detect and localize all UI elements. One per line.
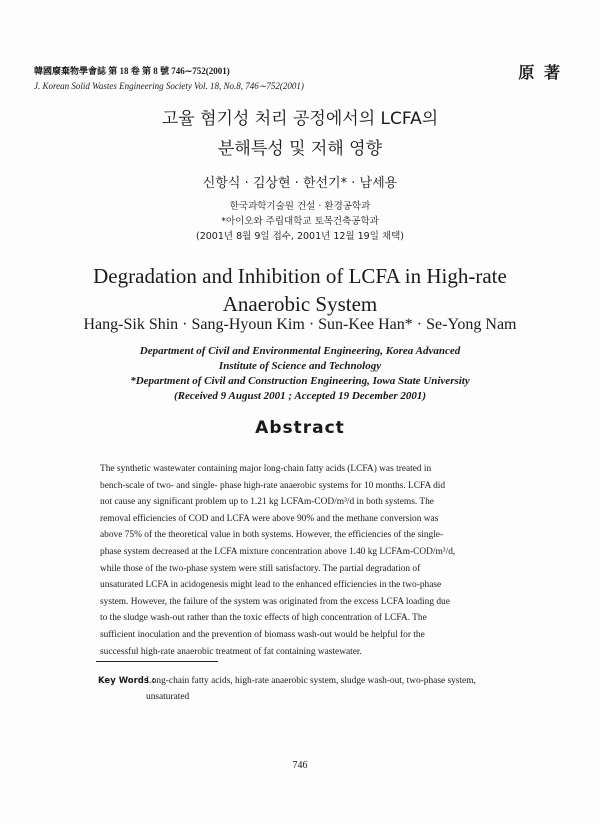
keywords-block	[98, 673, 518, 705]
journal-header	[34, 64, 304, 94]
article-type-label: 原 著	[518, 63, 562, 82]
keywords-label: Key Words :	[98, 676, 156, 686]
abstract-line: bench-scale of two- and single- phase high-rate anaerobic systems for 10 months. LCFA did	[100, 480, 446, 491]
abstract-heading: Abstract	[255, 418, 345, 438]
english-affiliation-line-3: *Department of Civil and Construction Engineering, Iowa State University	[130, 375, 470, 387]
english-title-line-1: Degradation and Inhibition of LCFA in High-rate	[93, 264, 507, 288]
english-title	[0, 262, 600, 318]
abstract-line: unsaturated LCFA in acidogenesis might lead to the enhanced efficiencies in the two-phase	[100, 580, 442, 591]
abstract-line: The synthetic wastewater containing major long-chain fatty acids (LCFA) was treated in	[100, 464, 432, 474]
abstract-line: phase system decreased at the LCFA mixture concentration above 1.40 kg LCFAm-COD/m³/d,	[100, 546, 456, 557]
english-received-dates: (Received 9 August 2001 ; Accepted 19 December 2001)	[173, 390, 427, 402]
english-affiliation-line-2: Institute of Science and Technology	[218, 360, 382, 372]
korean-title-line-2: 분해특성 및 저해 영향	[217, 139, 382, 159]
abstract-line: not cause any significant problem up to 1.21 kg LCFAm-COD/m³/d in both systems. The	[100, 497, 434, 508]
korean-affiliation-line-1: 한국과학기술원 건설 · 환경공학과	[229, 201, 371, 212]
abstract-line: removal efficiencies of COD and LCFA were above 90% and the methane conversion was	[100, 513, 439, 524]
english-affiliation-line-1: Department of Civil and Environmental Engineering, Korea Advanced	[139, 345, 461, 357]
korean-title	[0, 104, 600, 164]
abstract-line: above 75% of the theoretical value in both systems. However, the efficiencies of the single-	[100, 530, 444, 541]
abstract-line: to the sludge wash-out rather than the toxic effects of high concentration of LCFA. The	[100, 613, 427, 624]
abstract-line: while those of the two-phase system were still satisfactory. The partial degradation of	[100, 563, 421, 574]
english-affiliation	[0, 344, 600, 404]
english-title-line-2: Anaerobic System	[222, 292, 378, 316]
keywords-divider	[96, 661, 218, 662]
abstract-line: sufficient inoculation and the prevention of biomass wash-out would be helpful for the	[100, 629, 425, 640]
journal-english-citation: J. Korean Solid Wastes Engineering Society Vol. 18, No.8, 746∼752(2001)	[34, 81, 304, 91]
korean-affiliation	[0, 199, 600, 244]
abstract-line: successful high-rate anaerobic treatment of fat containing wastewater.	[100, 646, 362, 657]
english-authors: Hang-Sik Shin · Sang-Hyoun Kim · Sun-Kee Han* · Se-Yong Nam	[83, 316, 517, 333]
abstract-line: system. However, the failure of the system was originated from the excess LCFA loading due	[100, 596, 450, 607]
abstract-body	[100, 461, 506, 660]
keywords-text: Long-chain fatty acids, high-rate anaerobic system, sludge wash-out, two-phase system, unsaturated	[146, 676, 476, 702]
korean-received-dates: (2001년 8월 9일 접수, 2001년 12월 19일 채택)	[196, 231, 404, 242]
page-number: 746	[292, 760, 308, 771]
korean-affiliation-line-2: *아이오와 주립대학교 토목건축공학과	[221, 216, 379, 227]
korean-authors: 신항식 · 김상현 · 한선기* · 남세용	[202, 176, 398, 191]
journal-korean-citation: 韓國廢棄物學會誌 第 18 卷 第 8 號 746∼752(2001)	[34, 66, 230, 76]
korean-title-line-1: 고율 혐기성 처리 공정에서의 LCFA의	[161, 109, 439, 129]
